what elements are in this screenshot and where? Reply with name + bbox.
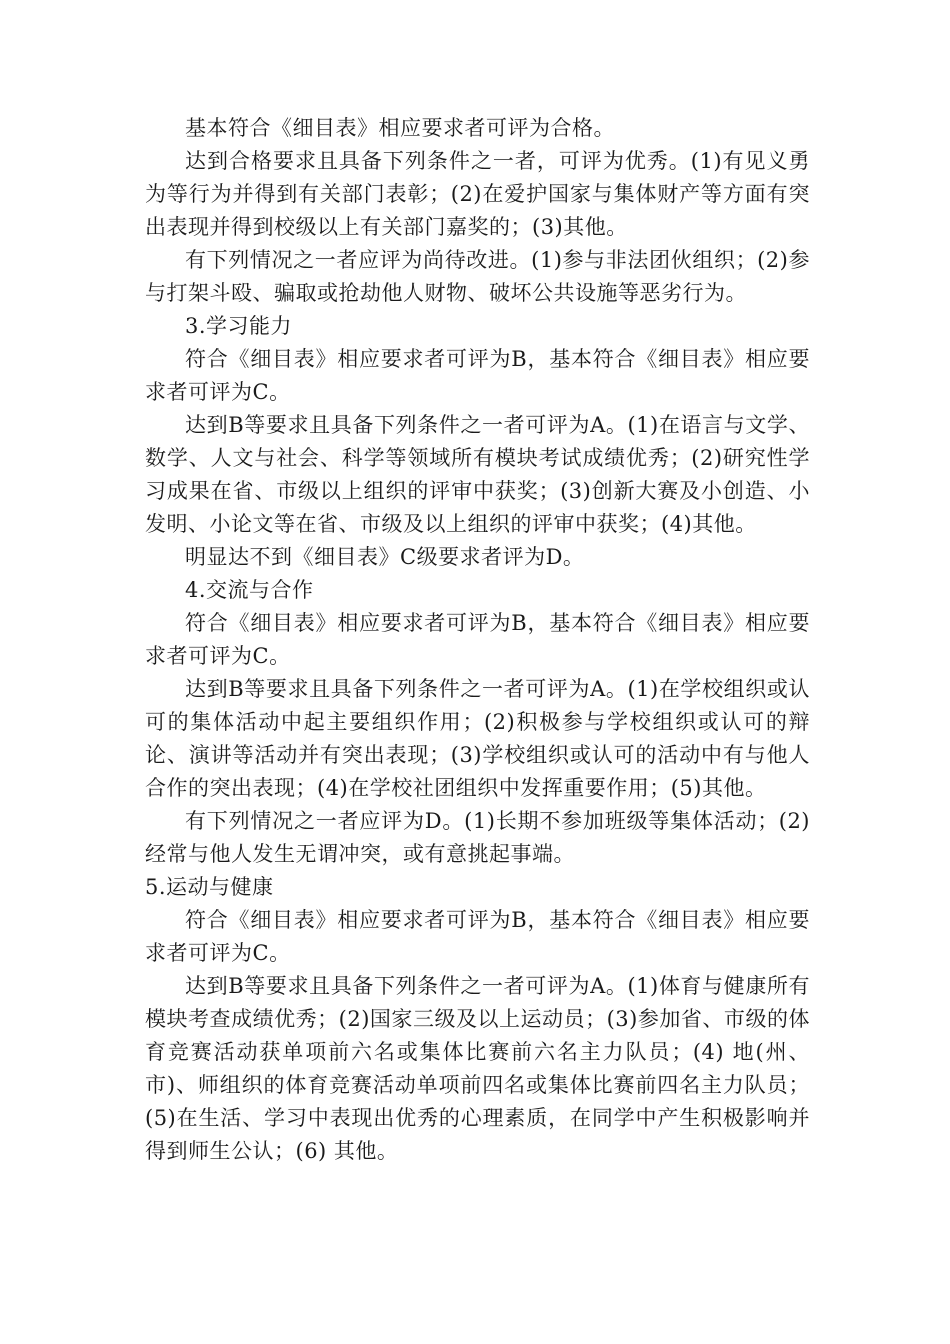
paragraph: 达到合格要求且具备下列条件之一者，可评为优秀。(1)有见义勇为等行为并得到有关部门表彰；(2)在爱护国家与集体财产等方面有突出表现并得到校级以上有关部门嘉奖的；(3)其他。 xyxy=(145,149,810,239)
document-body xyxy=(145,112,810,1168)
paragraph: 有下列情况之一者应评为尚待改进。(1)参与非法团伙组织；(2)参与打架斗殴、骗取或抢劫他人财物、破坏公共设施等恶劣行为。 xyxy=(145,248,810,305)
paragraph: 达到B等要求且具备下列条件之一者可评为A。(1)在学校组织或认可的集体活动中起主要组织作用；(2)积极参与学校组织或认可的辩论、演讲等活动并有突出表现；(3)学校组织或认可的活动中有与他人合作的突出表现；(4)在学校社团组织中发挥重要作用；(5)其他。 xyxy=(145,677,810,800)
paragraph: 符合《细目表》相应要求者可评为B，基本符合《细目表》相应要求者可评为C。 xyxy=(145,908,810,965)
paragraph: 符合《细目表》相应要求者可评为B，基本符合《细目表》相应要求者可评为C。 xyxy=(145,611,810,668)
section-heading-learning-ability: 3.学习能力 xyxy=(185,314,293,338)
paragraph: 达到B等要求且具备下列条件之一者可评为A。(1)在语言与文学、数学、人文与社会、科学等领域所有模块考试成绩优秀；(2)研究性学习成果在省、市级以上组织的评审中获奖；(3)创新大赛及小创造、小发明、小论文等在省、市级及以上组织的评审中获奖；(4)其他。 xyxy=(145,413,810,536)
paragraph: 有下列情况之一者应评为D。(1)长期不参加班级等集体活动；(2)经常与他人发生无谓冲突，或有意挑起事端。 xyxy=(145,809,810,866)
paragraph: 达到B等要求且具备下列条件之一者可评为A。(1)体育与健康所有模块考查成绩优秀；(2)国家三级及以上运动员；(3)参加省、市级的体育竞赛活动获单项前六名或集体比赛前六名主力队员；(4) 地(州、市)、师组织的体育竞赛活动单项前四名或集体比赛前四名主力队员；(5)在生活、学习中表现出优秀的心理素质，在同学中产生积极影响并得到师生公认；(6) 其他。 xyxy=(145,974,810,1163)
paragraph: 明显达不到《细目表》C级要求者评为D。 xyxy=(185,545,585,569)
paragraph: 符合《细目表》相应要求者可评为B，基本符合《细目表》相应要求者可评为C。 xyxy=(145,347,810,404)
paragraph: 基本符合《细目表》相应要求者可评为合格。 xyxy=(185,116,615,140)
section-heading-sports-health: 5.运动与健康 xyxy=(145,875,274,899)
section-heading-communication-cooperation: 4.交流与合作 xyxy=(185,578,314,602)
